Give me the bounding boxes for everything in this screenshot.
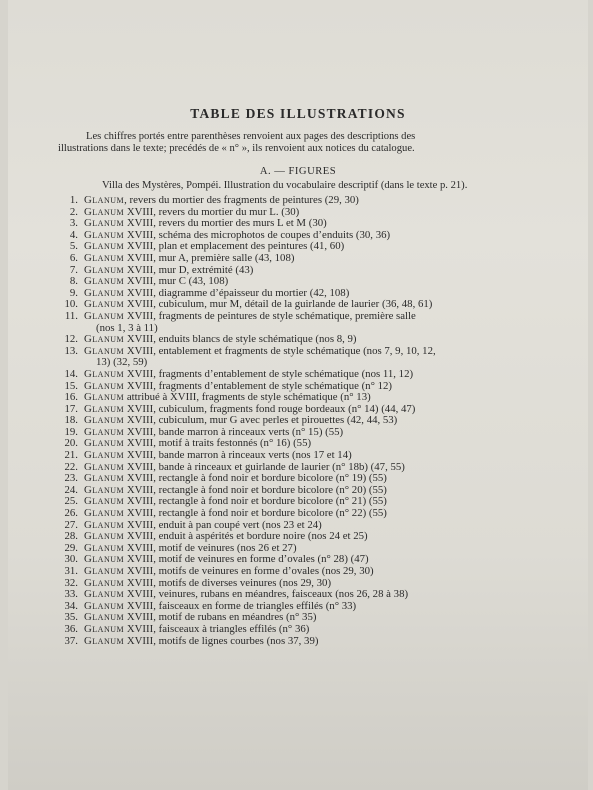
figure-number: 1.: [69, 194, 78, 206]
figure-caption: Glanum XVIII, motif de veinures (nos 26 et 27): [84, 541, 297, 554]
figure-number: 33.: [64, 588, 78, 601]
intro-paragraph: [58, 131, 528, 155]
figure-caption: Glanum XVIII, rectangle à fond noir et bordure bicolore (n° 20) (55): [84, 483, 387, 496]
figure-number: 11.: [64, 309, 78, 322]
figure-number: 10.: [64, 298, 78, 311]
figure-caption: Glanum XVIII, mur C (43, 108): [84, 275, 229, 288]
figure-number: 17.: [64, 402, 78, 415]
figure-caption: Glanum XVIII, motif de veinures en forme d’ovales (n° 28) (47): [84, 553, 369, 566]
figure-entry: [38, 346, 568, 369]
intro-line: Les chiffres portés entre parenthèses renvoient aux pages des descriptions des: [86, 131, 416, 142]
figure-number: 4.: [69, 228, 78, 241]
figure-number: 20.: [64, 437, 78, 450]
figure-number: 12.: [64, 333, 78, 346]
figure-entry: [38, 311, 568, 334]
figure-number: 3.: [69, 217, 78, 230]
figure-caption: Glanum XVIII, fragments d’entablement de style schématique (n° 12): [84, 379, 392, 392]
figure-caption: Glanum XVIII, cubiculum, fragments fond rouge bordeaux (n° 14) (44, 47): [84, 402, 416, 415]
section-heading: A. — FIGURES: [259, 166, 337, 177]
figure-number: 35.: [64, 611, 78, 624]
figure-number: 30.: [64, 553, 78, 566]
figure-number: 31.: [64, 565, 78, 577]
figure-caption: Glanum XVIII, mur D, extrémité (43): [84, 263, 254, 276]
figure-number: 32.: [64, 576, 78, 589]
figure-number: 26.: [64, 507, 78, 520]
figure-number: 24.: [64, 483, 78, 496]
figure-number: 25.: [64, 495, 78, 508]
figure-caption: Glanum XVIII, motifs de veinures en forme d’ovales (nos 29, 30): [84, 565, 374, 577]
figure-number: 29.: [64, 541, 78, 554]
figure-entry: [38, 636, 568, 648]
figure-caption: Glanum attribué à XVIII, fragments de style schématique (n° 13): [84, 391, 371, 404]
figure-caption: Glanum XVIII, schéma des microphotos de coupes d’enduits (30, 36): [84, 228, 391, 241]
figure-number: 36.: [64, 622, 78, 635]
figure-number: 5.: [69, 240, 78, 253]
section-subline: Villa des Mystères, Pompéi. Illustration du vocabulaire descriptif (dans le texte p. 21).: [102, 180, 468, 191]
figure-caption: Glanum XVIII, enduit à pan coupé vert (nos 23 et 24): [84, 518, 322, 531]
figure-number: 27.: [64, 518, 78, 531]
figure-caption: Glanum XVIII, faisceaux en forme de triangles effilés (n° 33): [84, 599, 357, 612]
figure-caption: Glanum XVIII, fragments d’entablement de style schématique (nos 11, 12): [84, 367, 414, 380]
figure-caption: Glanum XVIII, cubiculum, mur G avec perles et pirouettes (42, 44, 53): [84, 414, 398, 427]
figure-caption: Glanum XVIII, fragments de peintures de style schématique, première salle: [84, 309, 416, 322]
figure-caption: Glanum XVIII, rectangle à fond noir et bordure bicolore (n° 21) (55): [84, 495, 387, 508]
figure-caption: Glanum XVIII, diagramme d’épaisseur du mortier (42, 108): [84, 286, 350, 299]
figure-number: 28.: [64, 530, 78, 543]
figure-caption: Glanum XVIII, bande à rinceaux et guirlande de laurier (n° 18b) (47, 55): [84, 460, 405, 473]
figure-caption: Glanum XVIII, revers du mortier des murs L et M (30): [84, 217, 327, 230]
figure-number: 6.: [69, 251, 78, 264]
figure-caption-continuation: (nos 1, 3 à 11): [96, 321, 158, 334]
figure-caption: Glanum XVIII, revers du mortier du mur L. (30): [84, 205, 300, 218]
intro-line: illustrations dans le texte; precédés de « n° », ils renvoient aux notices du catalogue.: [58, 143, 415, 154]
figure-caption: Glanum XVIII, motifs de lignes courbes (nos 37, 39): [84, 634, 319, 647]
figure-caption: Glanum XVIII, veinures, rubans en méandres, faisceaux (nos 26, 28 à 38): [84, 588, 409, 601]
figure-caption: Glanum XVIII, bande marron à rinceaux verts (n° 15) (55): [84, 425, 344, 438]
figure-caption: Glanum XVIII, faisceaux à triangles effilés (n° 36): [84, 622, 310, 635]
figure-number: 8.: [69, 275, 78, 288]
figure-number: 22.: [64, 460, 78, 473]
figure-caption: Glanum XVIII, mur A, première salle (43, 108): [84, 251, 295, 264]
figure-caption: Glanum, revers du mortier des fragments de peintures (29, 30): [84, 194, 359, 206]
figure-caption: Glanum XVIII, motif à traits festonnés (n° 16) (55): [84, 437, 312, 450]
figure-number: 37.: [64, 634, 78, 647]
figure-number: 13.: [64, 344, 78, 357]
figure-number: 9.: [69, 286, 78, 299]
figure-number: 23.: [64, 472, 78, 485]
figure-caption: Glanum XVIII, rectangle à fond noir et bordure bicolore (n° 19) (55): [84, 472, 387, 485]
figure-caption: Glanum XVIII, rectangle à fond noir et bordure bicolore (n° 22) (55): [84, 507, 387, 520]
book-page: [8, 0, 588, 790]
figure-number: 14.: [64, 367, 78, 380]
figure-caption: Glanum XVIII, plan et emplacement des peintures (41, 60): [84, 240, 345, 253]
figure-list: [38, 195, 568, 647]
figure-number: 7.: [69, 263, 78, 276]
figure-number: 16.: [64, 391, 78, 404]
figure-caption: Glanum XVIII, cubiculum, mur M, détail de la guirlande de laurier (36, 48, 61): [84, 298, 433, 311]
figure-caption: Glanum XVIII, enduit à aspérités et bordure noire (nos 24 et 25): [84, 530, 368, 543]
figure-number: 19.: [64, 425, 78, 438]
figure-number: 18.: [64, 414, 78, 427]
figure-number: 21.: [64, 449, 78, 462]
page-title: TABLE DES ILLUSTRATIONS: [190, 106, 406, 121]
figure-caption: Glanum XVIII, entablement et fragments de style schématique (nos 7, 9, 10, 12,: [84, 344, 436, 357]
figure-number: 15.: [64, 379, 78, 392]
figure-caption: Glanum XVIII, motif de rubans en méandres (n° 35): [84, 611, 317, 624]
figure-caption: Glanum XVIII, bande marron à rinceaux verts (nos 17 et 14): [84, 449, 352, 462]
figure-number: 34.: [64, 599, 78, 612]
figure-caption-continuation: 13) (32, 59): [96, 356, 148, 369]
figure-caption: Glanum XVIII, enduits blancs de style schématique (nos 8, 9): [84, 333, 357, 346]
figure-number: 2.: [69, 205, 78, 218]
figure-caption: Glanum XVIII, motifs de diverses veinures (nos 29, 30): [84, 576, 332, 589]
